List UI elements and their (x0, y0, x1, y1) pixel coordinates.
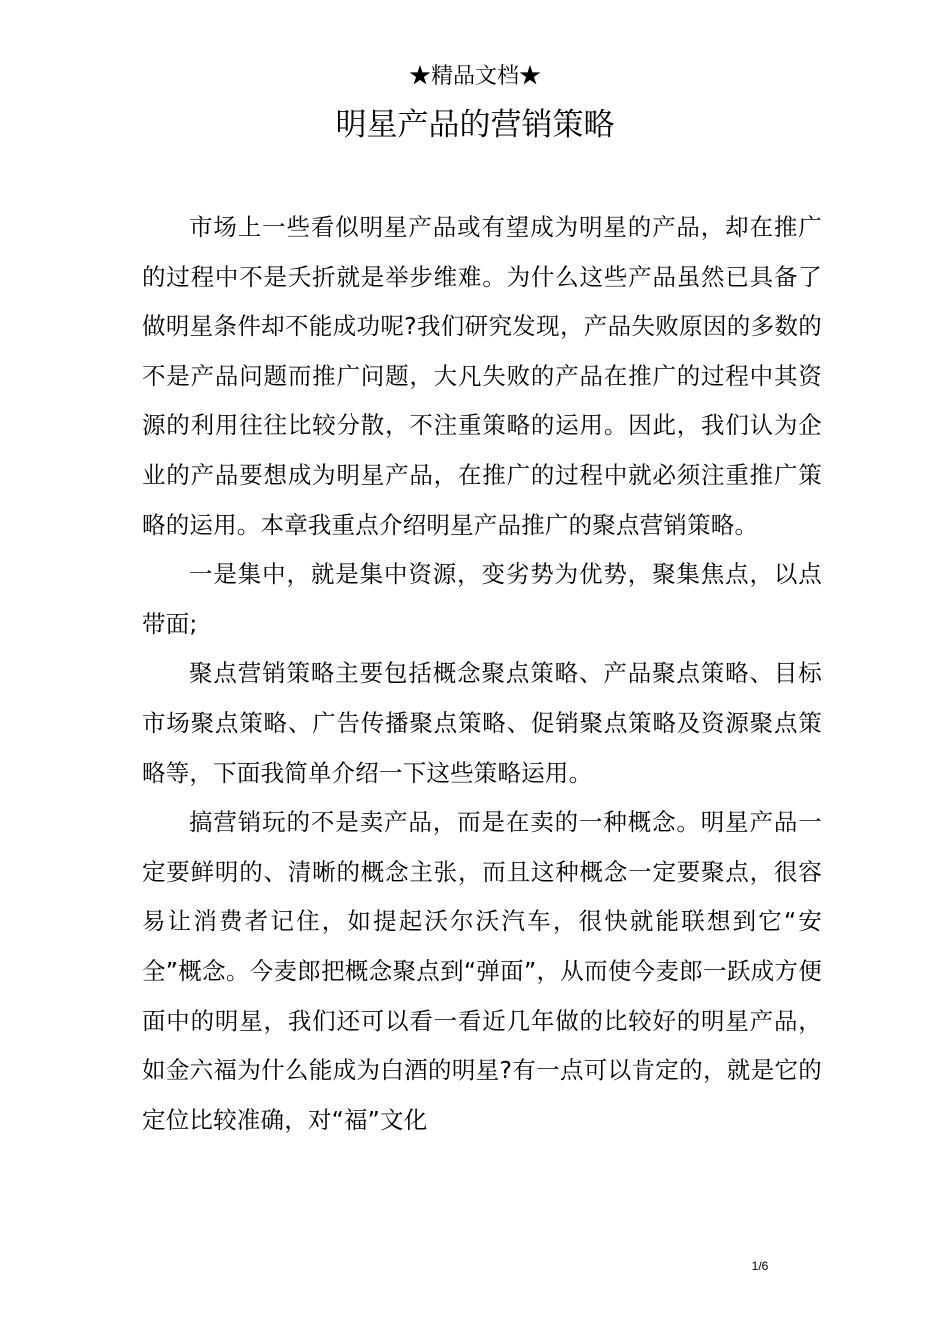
paragraph-2: 一是集中，就是集中资源，变劣势为优势，聚集焦点，以点带面; (142, 560, 822, 638)
paragraph-3: 聚点营销策略主要包括概念聚点策略、产品聚点策略、目标市场聚点策略、广告传播聚点策略、促销聚点策略及资源聚点策略等，下面我简单介绍一下这些策略运用。 (142, 659, 822, 787)
document-header-label: ★精品文档★ (408, 64, 541, 89)
document-body (142, 203, 822, 1145)
page-number: 1/6 (751, 1259, 769, 1273)
paragraph-1: 市场上一些看似明星产品或有望成为明星的产品，却在推广的过程中不是夭折就是举步维难。为什么这些产品虽然已具备了做明星条件却不能成功呢?我们研究发现，产品失败原因的多数的不是产品问题而推广问题，大凡失败的产品在推广的过程中其资源的利用往往比较分散，不注重策略的运用。因此，我们认为企业的产品要想成为明星产品，在推广的过程中就必须注重推广策略的运用。本章我重点介绍明星产品推广的聚点营销策略。 (142, 213, 822, 539)
document-title: 明星产品的营销策略 (335, 107, 615, 143)
paragraph-4: 搞营销玩的不是卖产品，而是在卖的一种概念。明星产品一定要鲜明的、清晰的概念主张，而且这种概念一定要聚点，很容易让消费者记住，如提起沃尔沃汽车，很快就能联想到它“安全”概念。今麦郎把概念聚点到“弹面”，从而使今麦郎一跃成方便面中的明星，我们还可以看一看近几年做的比较好的明星产品，如金六福为什么能成为白酒的明星?有一点可以肯定的，就是它的定位比较准确，对“福”文化 (142, 808, 822, 1134)
